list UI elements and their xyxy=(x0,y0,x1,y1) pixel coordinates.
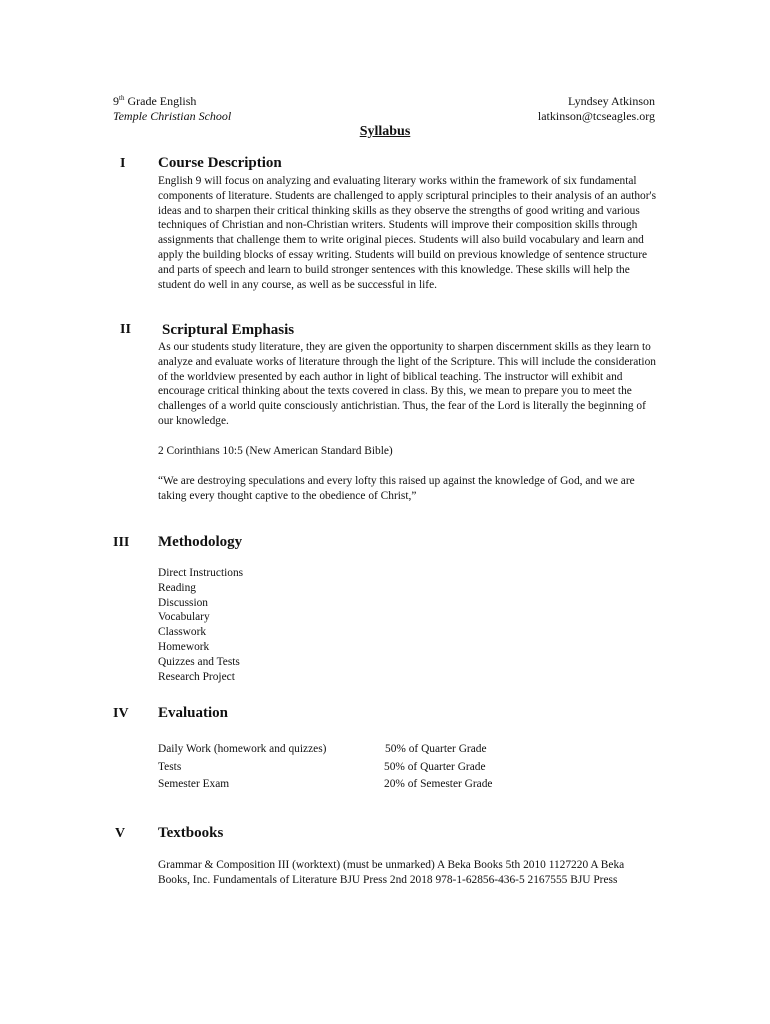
section-3-heading: Methodology xyxy=(158,534,243,550)
section-2-heading: Scriptural Emphasis xyxy=(162,322,295,338)
list-item: Classwork xyxy=(158,626,207,639)
grade-number: 9 xyxy=(113,94,119,108)
list-item: Vocabulary xyxy=(158,611,210,624)
school-name: Temple Christian School xyxy=(113,109,232,123)
list-item: Homework xyxy=(158,640,210,653)
list-item: Reading xyxy=(158,581,196,594)
section-3-numeral: III xyxy=(113,535,130,550)
methodology-list xyxy=(158,566,243,684)
list-item: Quizzes and Tests xyxy=(158,655,240,668)
evaluation-label: Semester Exam xyxy=(158,778,230,790)
list-item: Research Project xyxy=(158,670,235,683)
course-description-text: English 9 will focus on analyzing and evaluating literary works within the framework of six fundamental components of literature. Students are challenged to apply scriptural principles to their analysis of an author's ideas and to sharpen their critical thinking skills as they observe the strengths of good writing and various techniques of Christian and non-Christian writers. Students will improve their composition skills through assignments that challenge them to write original pieces. Students will also build vocabulary and learn and apply the building blocks of essay writing. Students will build on previous knowledge of sentence structure and parts of speech and learn to build stronger sentences with this knowledge. These skills will help the student do well in any course, as well as be successful in life. xyxy=(158,175,657,291)
scripture-quote: “We are destroying speculations and every lofty this raised up against the knowledge of God, and we are taking every thought captive to the obedience of Christ,” xyxy=(158,475,635,502)
textbooks-text: Grammar & Composition III (worktext) (must be unmarked) A Beka Books 5th 2010 1127220 A Beka Books, Inc. Fundamentals of Literature BJU Press 2nd 2018 978-1-62856-436-5 2167555 BJU Press xyxy=(158,859,625,886)
course-title xyxy=(113,94,231,109)
teacher-name: Lyndsey Atkinson xyxy=(567,94,655,108)
section-1-heading: Course Description xyxy=(158,155,282,171)
evaluation-label: Daily Work (homework and quizzes) xyxy=(158,743,327,755)
grade-ordinal: th xyxy=(119,94,125,102)
header-right xyxy=(538,94,655,124)
teacher-email: latkinson@tcseagles.org xyxy=(537,109,655,123)
section-4-numeral: IV xyxy=(113,706,129,721)
evaluation-weight: 20% of Semester Grade xyxy=(384,778,493,790)
scripture-reference: 2 Corinthians 10:5 (New American Standard Bible) xyxy=(158,445,393,457)
section-2-numeral: II xyxy=(120,322,131,337)
page-title: Syllabus xyxy=(359,124,411,139)
evaluation-weight: 50% of Quarter Grade xyxy=(385,743,487,755)
evaluation-label: Tests xyxy=(158,761,182,773)
course-name: Grade English xyxy=(124,94,197,108)
evaluation-weight: 50% of Quarter Grade xyxy=(384,761,486,773)
list-item: Direct Instructions xyxy=(158,567,244,579)
scriptural-emphasis-text: As our students study literature, they are given the opportunity to sharpen discernment skills as they learn to analyze and evaluate works of literature through the light of the Scripture. This will include the consideration of the worldview presented by each author in light of biblical teaching. The instructor will exhibit and encourage critical thinking about the texts covered in class. By this, we mean to prepare you to meet the challenges of a world quite consciously antichristian. Thus, the fear of the Lord is literally the beginning of our knowledge. xyxy=(158,341,656,427)
section-5-heading: Textbooks xyxy=(158,825,224,841)
section-1-numeral: I xyxy=(120,156,126,171)
list-item: Discussion xyxy=(158,596,208,609)
header-left xyxy=(113,94,231,124)
section-5-numeral: V xyxy=(115,826,126,841)
section-4-heading: Evaluation xyxy=(158,705,229,721)
